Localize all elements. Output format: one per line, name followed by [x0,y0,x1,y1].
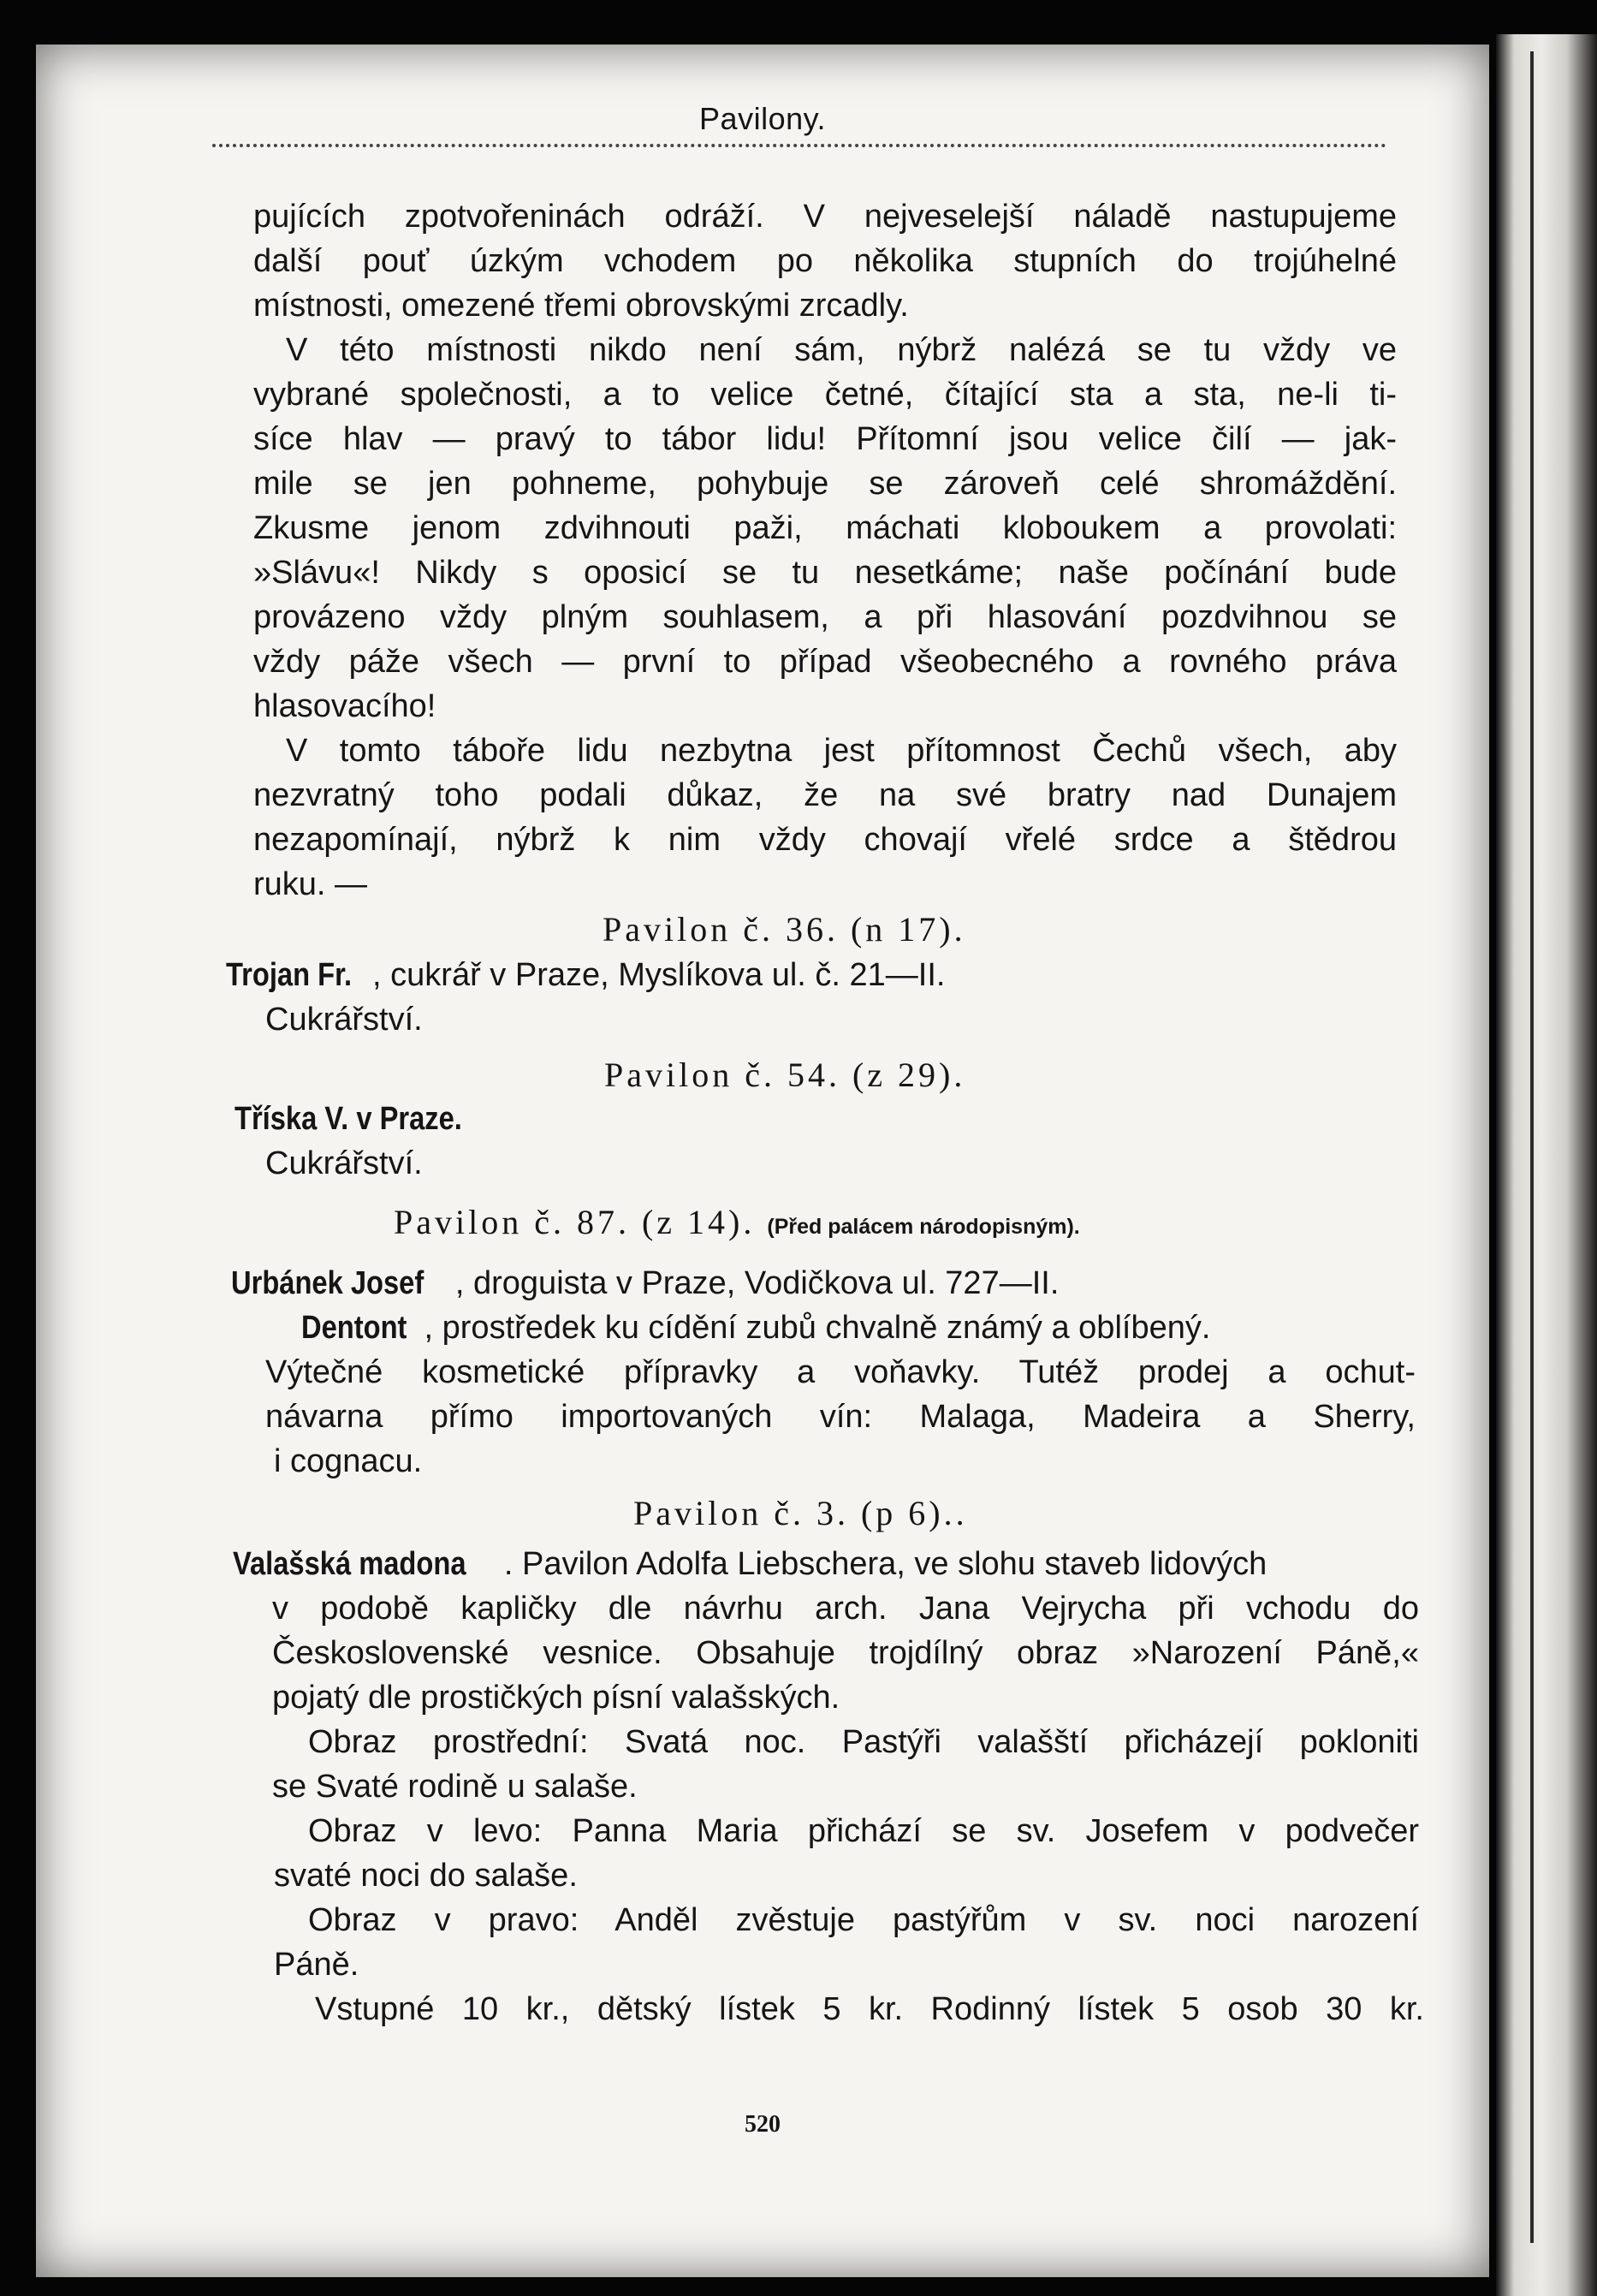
text-line: síce hlav — pravý to tábor lidu! Přítomní jsou velice čilí — jak- [253,421,1397,457]
entry-line: Páně. [274,1947,359,1983]
text-line: vždy páže všech — první to případ všeobecného a rovného práva [253,644,1397,680]
text-line: místnosti, omezené třemi obrovskými zrcadly. [253,288,909,324]
entry-desc: , prostředek ku cídění zubů chvalně známý a oblíbený. [424,1310,1211,1346]
text-line: V této místnosti nikdo není sám, nýbrž nalézá se tu vždy ve [286,332,1397,368]
entry-line [226,955,945,995]
pavilion-heading [394,1202,1080,1242]
entry-line: Vstupné 10 kr., dětský lístek 5 kr. Rodinný lístek 5 osob 30 kr. [315,1991,1424,2027]
entry-subline: Cukrářství. [265,1002,423,1038]
text-line: ruku. — [253,866,368,902]
entry-line [231,1264,1059,1303]
entry-line [235,1099,499,1139]
entry-line: návarna přímo importovaných vín: Malaga, Madeira a Sherry, [265,1399,1416,1435]
text-line: Zkusme jenom zdvihnouti paži, máchati kloboukem a provolati: [253,510,1397,546]
entry-desc: , cukrář v Praze, Myslíkova ul. č. 21—II. [372,957,946,993]
entry-line: pojatý dle prostičkých písní valašských. [272,1680,840,1716]
text-line: hlasovacího! [253,688,436,724]
text-line: vybrané společnosti, a to velice četné, čítající sta a sta, ne-li ti- [253,377,1397,413]
entry-subline: Cukrářství. [265,1145,423,1181]
header-rule [212,144,1386,147]
pavilion-label: Pavilon č. 87. (z 14). [394,1203,756,1241]
entry-line: Výtečné kosmetické přípravky a voňavky. Tutéž prodej a ochut- [265,1354,1416,1390]
entry-desc: , droguista v Praze, Vodičkova ul. 727—II. [454,1265,1060,1301]
entry-name: Tříska V. v Praze. [235,1101,462,1137]
entry-line [233,1544,1267,1584]
entry-line: i cognacu. [274,1443,423,1479]
entry-line: se Svaté rodině u salaše. [272,1769,638,1805]
page-gutter-line [1530,51,1534,2243]
text-line: »Slávu«! Nikdy s oposicí se tu nesetkáme; naše počínání bude [253,555,1397,591]
entry-name: Urbánek Josef [231,1265,424,1301]
text-line: pujících zpotvořeninách odráží. V nejveselejší náladě nastupujeme [253,199,1397,235]
product-name: Dentont [301,1310,407,1346]
text-line: nezapomínají, nýbrž k nim vždy chovají vřelé srdce a štědrou [253,822,1397,858]
entry-name: Valašská madona [233,1546,466,1582]
entry-line: Obraz prostřední: Svatá noc. Pastýři valašští přicházejí pokloniti [308,1724,1419,1760]
entry-line: Obraz v pravo: Anděl zvěstuje pastýřům v sv. noci narození [308,1902,1419,1938]
page-number: 520 [745,2111,781,2138]
adjacent-page-edge [1496,34,1597,2296]
entry-line: Československé vesnice. Obsahuje trojdílný obraz »Narození Páně,« [272,1635,1419,1671]
entry-name: Trojan Fr. [226,957,353,993]
text-line: provázeno vždy plným souhlasem, a při hlasování pozdvihnou se [253,599,1397,635]
text-line: další pouť úzkým vchodem po několika stupních do trojúhelné [253,243,1397,279]
entry-desc: . Pavilon Adolfa Liebschera, ve slohu staveb lidových [503,1546,1268,1582]
entry-line: Obraz v levo: Panna Maria přichází se sv. Josefem v podvečer [308,1813,1419,1849]
text-line: nezvratný toho podali důkaz, že na své bratry nad Dunajem [253,777,1397,813]
pavilion-heading: Pavilon č. 36. (n 17). [603,910,966,949]
running-header: Pavilony. [699,101,826,136]
pavilion-note: (Před palácem národopisným). [767,1215,1080,1239]
entry-line: svaté noci do salaše. [274,1858,578,1894]
pavilion-heading: Pavilon č. 3. (p 6).. [633,1494,968,1532]
entry-line [301,1308,1210,1347]
text-line: mile se jen pohneme, pohybuje se zároveň celé shromáždění. [253,466,1397,502]
pavilion-heading: Pavilon č. 54. (z 29). [604,1056,966,1094]
text-line: V tomto táboře lidu nezbytna jest přítomnost Čechů všech, aby [286,733,1397,769]
entry-line: v podobě kapličky dle návrhu arch. Jana Vejrycha při vchodu do [272,1591,1419,1627]
book-page [36,45,1489,2277]
